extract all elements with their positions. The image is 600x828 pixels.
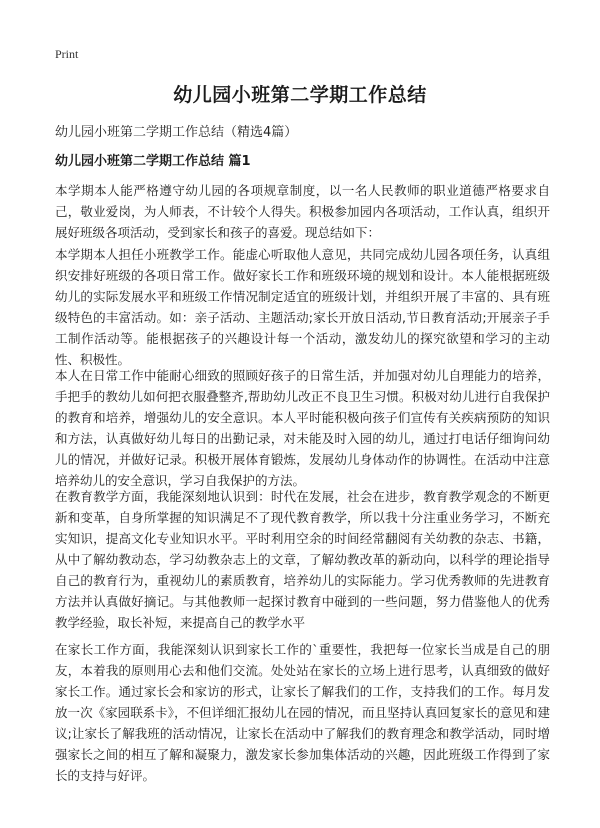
page-title: 幼儿园小班第二学期工作总结 xyxy=(173,84,427,106)
paragraph-teaching: 在教育教学方面，我能深刻地认识到：时代在发展，社会在进步，教育教学观念的不断更新和变革，自身所掌握的知识满足不了现代教育教学，所以我十分注重业务学习，不断充实知识，提高文化专业知识水平。平时利用空余的时间经常翻阅有关幼教的杂志、书籍，从中了解幼教动态，学习幼教杂志上的文章，了解幼教改革的新动向，以科学的理论指导自己的教育行为，重视幼儿的素质教育，培养幼儿的实际能力。学习优秀教师的先进教育方法并认真做好摘记。与其他教师一起探讨教育中碰到的一些问题，努力借鉴他人的优秀教学经验，取长补短，来提高自己的教学水平 xyxy=(55,489,550,630)
paragraph-parent-work: 在家长工作方面，我能深刻认识到家长工作的`重要性，我把每一位家长当成是自己的朋友，本着我的原则用心去和他们交流。处处站在家长的立场上进行思考，认真细致的做好家长工作。通过家长会和家访的形式，让家长了解我们的工作，支持我们的工作。每月发放一次《家园联系卡》，不但详细汇报幼儿在园的情况，而且坚持认真回复家长的意见和建议;让家长了解我班的活动情况，让家长在活动中了解我们的教育理念和教学活动，同时增强家长之间的相互了解和凝聚力，激发家长参加集体活动的兴趣，因此班级工作得到了家长的支持与好评。 xyxy=(55,642,550,783)
paragraph-class-work: 本学期本人担任小班教学工作。能虚心听取他人意见，共同完成幼儿园各项任务，认真组织安排好班级的各项日常工作。做好家长工作和班级环境的规划和设计。本人能根据班级幼儿的实际发展水平和班级工作情况制定适宜的班级计划，并组织开展了丰富的、具有班级特色的丰富活动。如：亲子活动、主题活动;家长开放日活动,节日教育活动;开展亲子手工制作活动等。能根据孩子的兴趣设计每一个活动，激发幼儿的探究欲望和学习的主动性、积极性。 xyxy=(55,247,550,367)
paragraph-daily-care: 本人在日常工作中能耐心细致的照顾好孩子的日常生活，并加强对幼儿自理能力的培养，手把手的教幼儿如何把衣服叠整齐,帮助幼儿改正不良卫生习惯。积极对幼儿进行自我保护的教育和培养，增强幼儿的安全意识。本人平时能积极向孩子们宣传有关疾病预防的知识和方法，认真做好幼儿每日的出勤记录，对未能及时入园的幼儿，通过打电话仔细询问幼儿的情况，并做好记录。积极开展体育锻炼，发展幼儿身体动作的协调性。在活动中注意培养幼儿的安全意识，学习自我保护的方法。 xyxy=(55,368,550,488)
print-label: Print xyxy=(55,47,79,61)
paragraph-intro: 本学期本人能严格遵守幼儿园的各项规章制度，以一名人民教师的职业道德严格要求自己，敬业爱岗，为人师表，不计较个人得失。积极参加园内各项活动，工作认真，组织开展好班级各项活动，受到家长和孩子的喜爱。现总结如下： xyxy=(55,183,550,240)
document-subtitle: 幼儿园小班第二学期工作总结（精选4篇） xyxy=(55,125,298,140)
section-heading: 幼儿园小班第二学期工作总结 篇1 xyxy=(55,154,251,169)
